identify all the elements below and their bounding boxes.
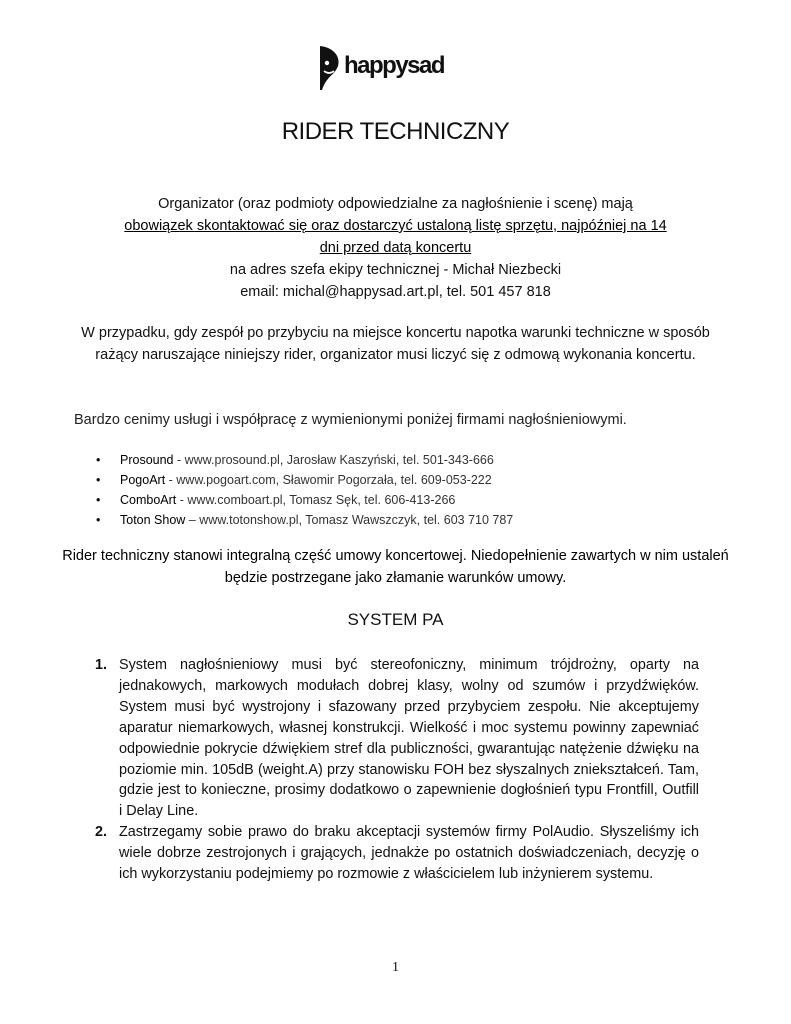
intro-line: Organizator (oraz podmioty odpowiedzialne za nagłośnienie i scenę) mają — [158, 196, 633, 212]
firm-details: - www.comboart.pl, Tomasz Sęk, tel. 606-413-266 — [176, 493, 456, 507]
list-item — [95, 655, 699, 822]
contract-note: Rider techniczny stanowi integralną część umowy koncertowej. Niedopełnienie zawartych w nim ustaleń będzie postrzegane jako złamanie warunków umowy. — [62, 548, 729, 586]
firm-details: - www.pogoart.com, Sławomir Pogorzała, tel. 609-053-222 — [165, 473, 492, 487]
happysad-logo — [316, 44, 466, 94]
list-number: 2. — [95, 824, 108, 841]
section-title: SYSTEM PA — [347, 610, 444, 629]
intro-paragraph — [60, 193, 731, 303]
intro-underlined-line: obowiązek skontaktować się oraz dostarczyć ustaloną listę sprzętu, najpóźniej na 14 — [124, 218, 667, 234]
rule-text: Zastrzegamy sobie prawo do braku akceptacji systemów firmy PolAudio. Słyszeliśmy ich wiele dobrze zestrojonych i grających, jednakże po ostatnich doświadczeniach, decyzję o ich wykorzystaniu podejmiemy po rozmowie z właścicielem lub inżynierem systemu. — [119, 824, 699, 883]
intro-contact-line: na adres szefa ekipy technicznej - Michał Niezbecki — [229, 262, 562, 278]
firm-name: Prosound — [120, 453, 174, 467]
firm-name: PogoArt — [120, 473, 166, 487]
logo-wordmark: happysad — [344, 52, 445, 79]
bullet-icon: • — [96, 513, 101, 527]
logo-mark-icon — [316, 44, 346, 94]
bullet-icon: • — [96, 453, 101, 467]
list-item — [96, 470, 513, 490]
list-item — [96, 450, 513, 470]
firms-list — [96, 450, 513, 530]
firm-name: ComboArt — [120, 493, 177, 507]
page-number: 1 — [392, 960, 399, 975]
bullet-icon: • — [96, 493, 101, 507]
firm-details: – www.totonshow.pl, Tomasz Wawszczyk, tel. 603 710 787 — [185, 513, 514, 527]
rules-list — [95, 655, 699, 885]
list-item — [95, 822, 699, 885]
list-item — [96, 510, 513, 530]
firm-name: Toton Show — [120, 513, 186, 527]
warning-paragraph: W przypadku, gdy zespół po przybyciu na miejsce koncertu napotka warunki techniczne w sposób rażący naruszające niniejszy rider, organizator musi liczyć się z odmową wykonania koncertu. — [81, 325, 710, 363]
intro-email-line: email: michal@happysad.art.pl, tel. 501 457 818 — [240, 284, 551, 300]
firm-details: - www.prosound.pl, Jarosław Kaszyński, tel. 501-343-666 — [173, 453, 494, 467]
rule-text: System nagłośnieniowy musi być stereofoniczny, minimum trójdrożny, oparty na jednakowych, markowych modułach dobrej klasy, wolny od szumów i przydźwięków. System musi być wystrojony i sfazowany przed przybyciem zespołu. Nie akceptujemy aparatur niemarkowych, własnej konstrukcji. Wielkość i moc systemu powinny zapewniać odpowiednie pokrycie dźwiękiem stref dla publiczności, gwarantując natężenie dźwięku na poziomie min. 105dB (weight.A) przy stanowisku FOH bez słyszalnych zniekształceń. Tam, gdzie jest to konieczne, prosimy dodatkowo o zapewnienie dogłośnień typu Frontfill, Outfill i Delay Line. — [119, 657, 699, 820]
intro-underlined-line: dni przed datą koncertu — [319, 240, 472, 256]
list-item — [96, 490, 513, 510]
bullet-icon: • — [96, 473, 101, 487]
list-number: 1. — [95, 657, 108, 673]
page-title: RIDER TECHNICZNY — [281, 118, 510, 145]
thanks-paragraph: Bardzo cenimy usługi i współpracę z wymienionymi poniżej firmami nagłośnieniowymi. — [74, 412, 627, 428]
